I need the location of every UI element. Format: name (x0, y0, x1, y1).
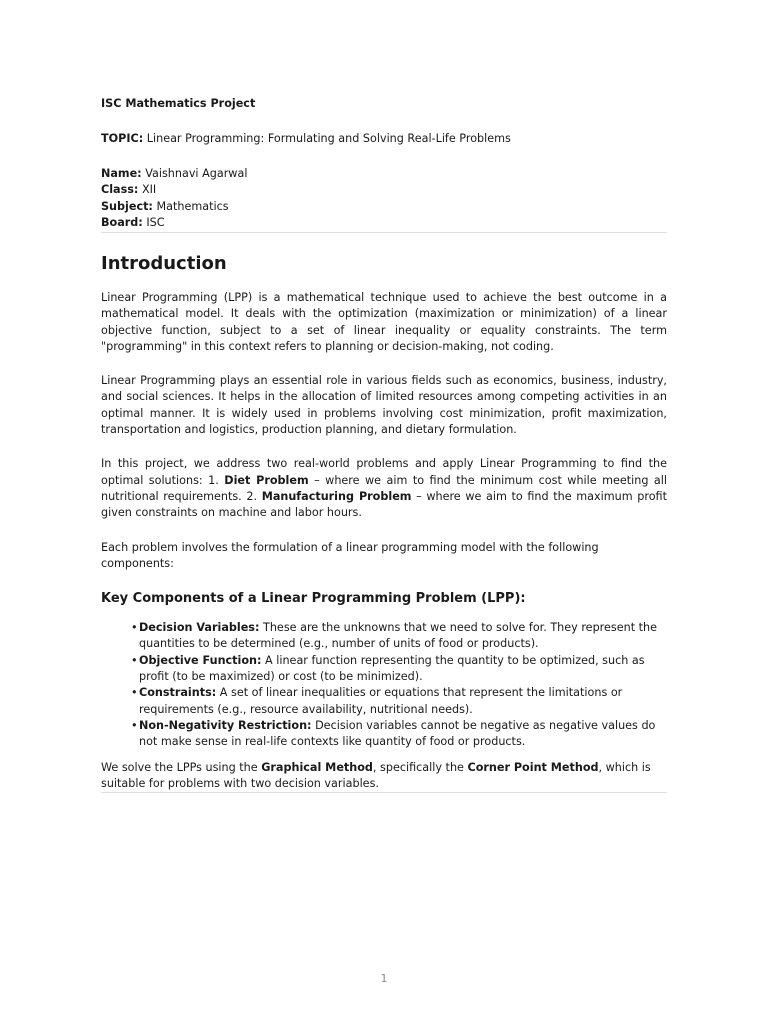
intro-paragraph-3: In this project, we address two real-world problems and apply Linear Programming to find the optimal solutions: 1. Diet Problem – where we aim to find the minimum cost while meeting all nutritional requirements. 2. Manufacturing Problem – where we aim to find the maximum profit given constraints on machine and labor hours. (101, 457, 667, 520)
topic-label: TOPIC: (101, 132, 144, 146)
list-item: • Objective Function: A linear function representing the quantity to be optimized, such as profit (to be maximized) or cost (to be minimized). (131, 653, 667, 686)
introduction-heading: Introduction (101, 252, 227, 274)
subject-line: Subject: Mathematics (101, 199, 229, 213)
student-details (101, 166, 667, 232)
intro-paragraph-2: Linear Programming plays an essential role in various fields such as economics, business, industry, and social sciences. It helps in the allocation of limited resources among competing activities in an optimal manner. It is widely used in problems involving cost minimization, profit maximization, transportation and logistics, production planning, and dietary formulation. (101, 374, 667, 437)
topic-value: Linear Programming: Formulating and Solving Real-Life Problems (146, 132, 511, 146)
name-line: Name: Vaishnavi Agarwal (101, 166, 248, 180)
method-paragraph: We solve the LPPs using the Graphical Method, specifically the Corner Point Method, which is suitable for problems with two decision variables. (101, 760, 651, 790)
list-item: • Constraints: A set of linear inequalities or equations that represent the limitations or requirements (e.g., resource availability, nutritional needs). (131, 685, 667, 718)
page-number: 1 (380, 972, 388, 985)
project-title: ISC Mathematics Project (101, 97, 256, 110)
key-components-heading: Key Components of a Linear Programming Problem (LPP): (101, 591, 526, 607)
list-item: • Decision Variables: These are the unknowns that we need to solve for. They represent the quantities to be determined (e.g., number of units of food or products). (131, 620, 667, 653)
document-page (101, 96, 667, 793)
key-components-list (101, 620, 667, 750)
board-line: Board: ISC (101, 216, 165, 230)
divider-bottom (101, 792, 667, 793)
class-line: Class: XII (101, 183, 157, 197)
divider-top (101, 232, 667, 233)
topic-line (101, 131, 667, 147)
intro-paragraph-4: Each problem involves the formulation of a linear programming model with the following components: (101, 540, 599, 570)
list-item: • Non-Negativity Restriction: Decision variables cannot be negative as negative values do not make sense in real-life contexts like quantity of food or products. (131, 718, 667, 751)
intro-paragraph-1: Linear Programming (LPP) is a mathematical technique used to achieve the best outcome in a mathematical model. It deals with the optimization (maximization or minimization) of a linear objective function, subject to a set of linear inequality or equality constraints. The term "programming" in this context refers to planning or decision-making, not coding. (101, 290, 667, 353)
